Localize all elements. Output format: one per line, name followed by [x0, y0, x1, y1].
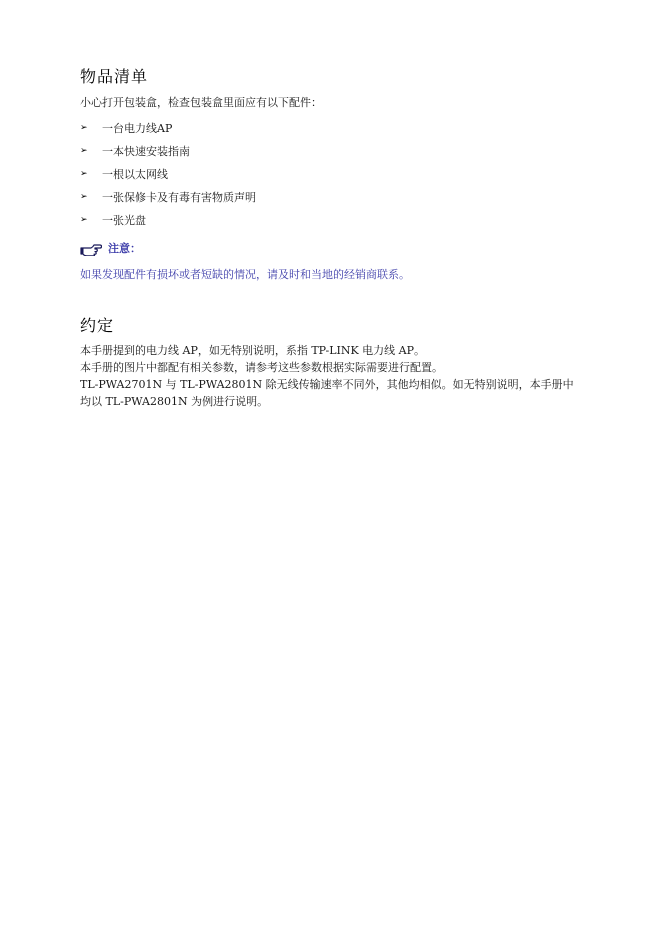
conventions-paragraph: 本手册的图片中都配有相关参数，请参考这些参数根据实际需要进行配置。: [80, 361, 443, 374]
arrow-bullet-icon: ➢: [80, 122, 88, 133]
section-title-conventions: 约定: [80, 316, 115, 335]
list-item-label: 一台电力线AP: [102, 121, 173, 135]
list-item: [80, 185, 256, 208]
checklist-intro: 小心打开包装盒，检查包装盒里面应有以下配件：: [80, 96, 322, 109]
note-header: [80, 240, 141, 256]
conventions-paragraph: 本手册提到的电力线 AP，如无特别说明，系指 TP-LINK 电力线 AP。: [80, 344, 426, 357]
arrow-bullet-icon: ➢: [80, 191, 88, 202]
checklist-items: [80, 116, 256, 231]
list-item-label: 一张光盘: [102, 213, 146, 227]
note-text: 如果发现配件有损坏或者短缺的情况，请及时和当地的经销商联系。: [80, 268, 410, 281]
list-item: [80, 139, 256, 162]
list-item: [80, 162, 256, 185]
list-item-label: 一本快速安装指南: [102, 144, 190, 158]
section-title-checklist: 物品清单: [80, 67, 149, 86]
arrow-bullet-icon: ➢: [80, 168, 88, 179]
arrow-bullet-icon: ➢: [80, 214, 88, 225]
list-item: [80, 208, 256, 231]
list-item-label: 一根以太网线: [102, 167, 168, 181]
pointing-hand-icon: [80, 241, 102, 255]
conventions-paragraph: 均以 TL-PWA2801N 为例进行说明。: [80, 395, 269, 408]
conventions-paragraph: TL-PWA2701N 与 TL-PWA2801N 除无线传输速率不同外，其他均相似。如无特别说明，本手册中: [80, 378, 574, 391]
note-label: 注意：: [108, 242, 141, 255]
list-item: [80, 116, 256, 139]
arrow-bullet-icon: ➢: [80, 145, 88, 156]
list-item-label: 一张保修卡及有毒有害物质声明: [102, 190, 256, 204]
